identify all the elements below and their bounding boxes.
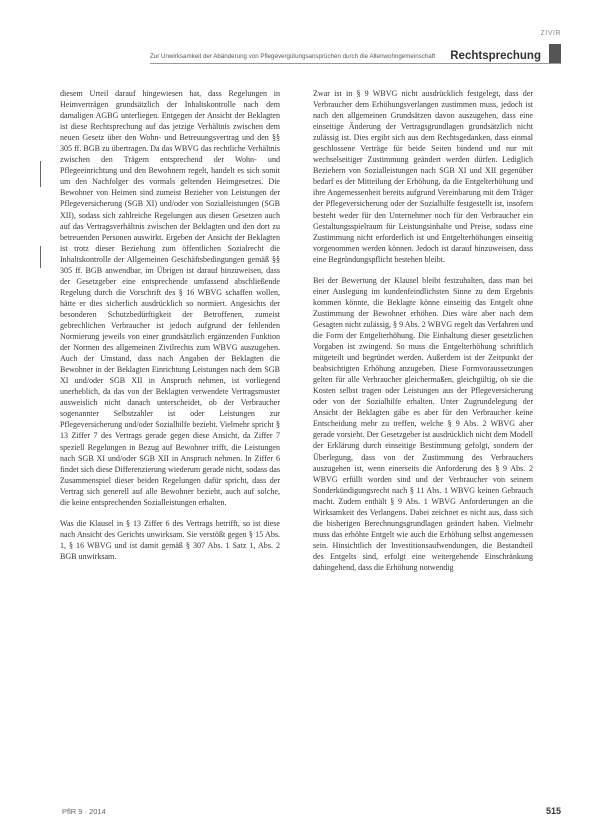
header-rule	[150, 63, 561, 64]
paragraph: Was die Klausel in § 13 Ziffer 6 des Vertrags betrifft, so ist diese nach Ansicht des Gerichts unwirksam. Sie verstößt gegen § 15 Abs. 1, § 16 WBVG und ist damit gemäß § 307 Abs. 1 Satz 1, Abs. 2 BGB unwirksam.	[60, 518, 280, 561]
running-title: Zur Unwirksamkeit der Abänderung von Pflegevergütungsansprüchen durch die Altenwohngemeinschaft	[150, 53, 436, 60]
journal-issue: PflR 9 · 2014	[62, 807, 106, 816]
paragraph: Bei der Bewertung der Klausel bleibt festzuhalten, dass man bei einer Auslegung im kundenfeindlichsten Sinne zu dem Ergebnis kommen könnte, die Beklagte könne einseitig das Entgelt ohne Zustimmung der Bewohner erhöhen. Dies wäre aber nach dem Gesagten nicht zulässig, § 9 Abs. 2 WBVG regelt das Verfahren und die Form der Entgelterhöhung. Die Einhaltung dieser gesetzlichen Vorgaben ist zwingend. So muss die Entgelterhöhung schriftlich mitgeteilt und begründet werden. Außerdem ist der Zeitpunkt der beabsichtigten Erhöhung anzugeben. Diese Formvoraussetzungen gelten für alle Verbraucher gleichermaßen, gleichgültig, ob sie die Kosten selbst tragen oder Leistungen aus der Pflegeversicherung oder von der Sozialhilfe erhalten. Unter Zugrundelegung der Ansicht der Beklagten gäbe es aber für den Verbraucher keine Entscheidung mehr zu treffen, welche § 9 Abs. 2 WBVG aber gerade vorsieht. Der Gesetzgeber ist ausdrücklich nicht dem Modell der Erklärung durch einseitige Bestimmung gefolgt, sondern der Überlegung, dass von der Zustimmung des Verbrauchers auszugehen ist, wenn einerseits die Anforderung des § 9 Abs. 2 WBVG erfüllt worden sind und der Verbraucher von seinem Sonderkündigungsrecht nach § 11 Abs. 1 WBVG keinen Gebrauch macht. Zudem enthält § 9 Abs. 1 WBVG Anforderungen an die Wirksamkeit des Verlangens. Dabei zeichnet es nicht aus, dass sich die bisherigen Berechnungsgrundlagen geändert haben. Vielmehr muss das erhöhte Entgelt wie auch die Erhöhung selbst angemessen sein. Hinsichtlich der Investitionsaufwendungen, die Bestandteil des Entgelts sind, erfolgt eine weitergehende Einschränkung dahingehend, dass die Erhöhung notwendig	[313, 275, 533, 572]
right-text-column	[313, 88, 533, 573]
journal-tag: ZIVIR	[540, 30, 561, 37]
margin-bracket-mark	[40, 161, 41, 187]
page-number: 515	[545, 806, 561, 816]
section-marker-block	[549, 44, 561, 64]
page-header	[150, 44, 561, 64]
section-title: Rechtsprechung	[450, 50, 541, 62]
margin-bracket-mark	[40, 246, 41, 268]
paragraph: Zwar ist in § 9 WBVG nicht ausdrücklich festgelegt, dass der Verbraucher dem Erhöhungsverlangen zustimmen muss, jedoch ist nach den allgemeinen Grundsätzen davon auszugehen, dass eine einseitige Änderung der Vertragsgrundlagen grundsätzlich nicht zulässig ist. Dies ergibt sich aus dem Rechtsgedanken, dass einmal geschlossene Verträge für beide Seiten bindend und nur mit wechselseitiger Zustimmung geändert werden dürfen. Lediglich Beziehern von Sozialleistungen nach SGB XI und XII gegenüber bedarf es der Mitteilung der Erhöhung, da die Entgelterhöhung und ihre Angemessenheit bereits aufgrund Vereinbarung mit dem Träger der Pflegeversicherung oder der Sozialhilfe festgestellt ist, insofern besteht weder für den Unternehmer noch für den Verbraucher ein Gestaltungsspielraum für Leistungsinhalte und Preise, sodass eine Zustimmung nicht erforderlich ist und Entgelterhöhungen einseitig vorgenommen werden können. Jedoch ist darauf hinzuweisen, dass eine Begründungspflicht bestehen bleibt.	[313, 89, 533, 264]
paragraph: diesem Urteil darauf hingewiesen hat, dass Regelungen in Heimverträgen grundsätzlich der Inhaltskontrolle nach dem damaligen AGBG unterliegen. Entgegen der Ansicht der Beklagten ist diese Rechtsprechung auf das jetzige Verhältnis zwischen dem neuen Gesetz über den Wohn- und Betreuungsvertrag und den §§ 305 ff. BGB zu übertragen. Da das WBVG das rechtliche Verhältnis zwischen den Trägern entsprechend der Wohn- und Pflegeeinrichtung und den Bewohnern regelt, handelt es sich somit um den Nachfolger des vormals geltenden Heimgesetzes. Die Bewohner von Heimen sind zumeist Bezieher von Leistungen der Pflegeversicherung (SGB XI) und/oder von Sozialleistungen (SGB XII), sodass sich zahlreiche Regelungen aus diesen Gesetzen auch auf das Vertragsverhältnis zwischen der Beklagten und den dort zu betreuenden Personen auswirkt. Ergeben der Ansicht der Beklagten ist trotz dieser Beziehung zum öffentlichen Sozialrecht die Inhaltskontrolle der Allgemeinen Geschäftsbedingungen gemäß §§ 305 ff. BGB anwendbar, im Übrigen ist darauf hinzuweisen, dass der Gesetzgeber eine entsprechende umfassend abschließende Regelung durch die Vorschrift des § 16 WBVG schaffen wollen, hätte er dies sicherlich ausdrücklich so normiert. Angesichts der besonderen Schutzbedürftigkeit der Betroffenen, zumeist gebrechlichen Verbraucher ist jedoch aufgrund der fehlenden Normierung jeweils von einer grundsätzlich ergänzenden Funktion der Normen des allgemeinen Zivilrechts zum WBVG auszugehen. Auch der Umstand, dass nach Angaben der Beklagten die Bewohner in der Beklagten Einrichtung Leistungen nach dem SGB XI und/oder SGB XII in Anspruch nehmen, ist vorliegend unerheblich, da das von der Beklagten verwendete Vertragsmuster ausweislich nicht danach unterscheidet, ob der Verbraucher sogenannter Selbstzahler ist oder Leistungen zur Pflegeversicherung und/oder Sozialhilfe bezieht. Vielmehr spricht § 13 Ziffer 7 des Vertrags gerade gegen diese Ansicht, da Ziffer 7 speziell Regelungen in Bezug auf Bewohner trifft, die Leistungen nach SGB XI und/oder SGB XII in Anspruch nehmen. In Ziffer 6 findet sich diese Differenzierung wiederum gerade nicht, sodass das Zusammenspiel dieser beiden Regelungen dafür spricht, dass der Vertrag sich generell auf alle Bewohner bezieht, auch auf solche, die keine entsprechenden Sozialleistungen erhalten.	[60, 89, 280, 507]
left-text-column	[60, 88, 280, 562]
